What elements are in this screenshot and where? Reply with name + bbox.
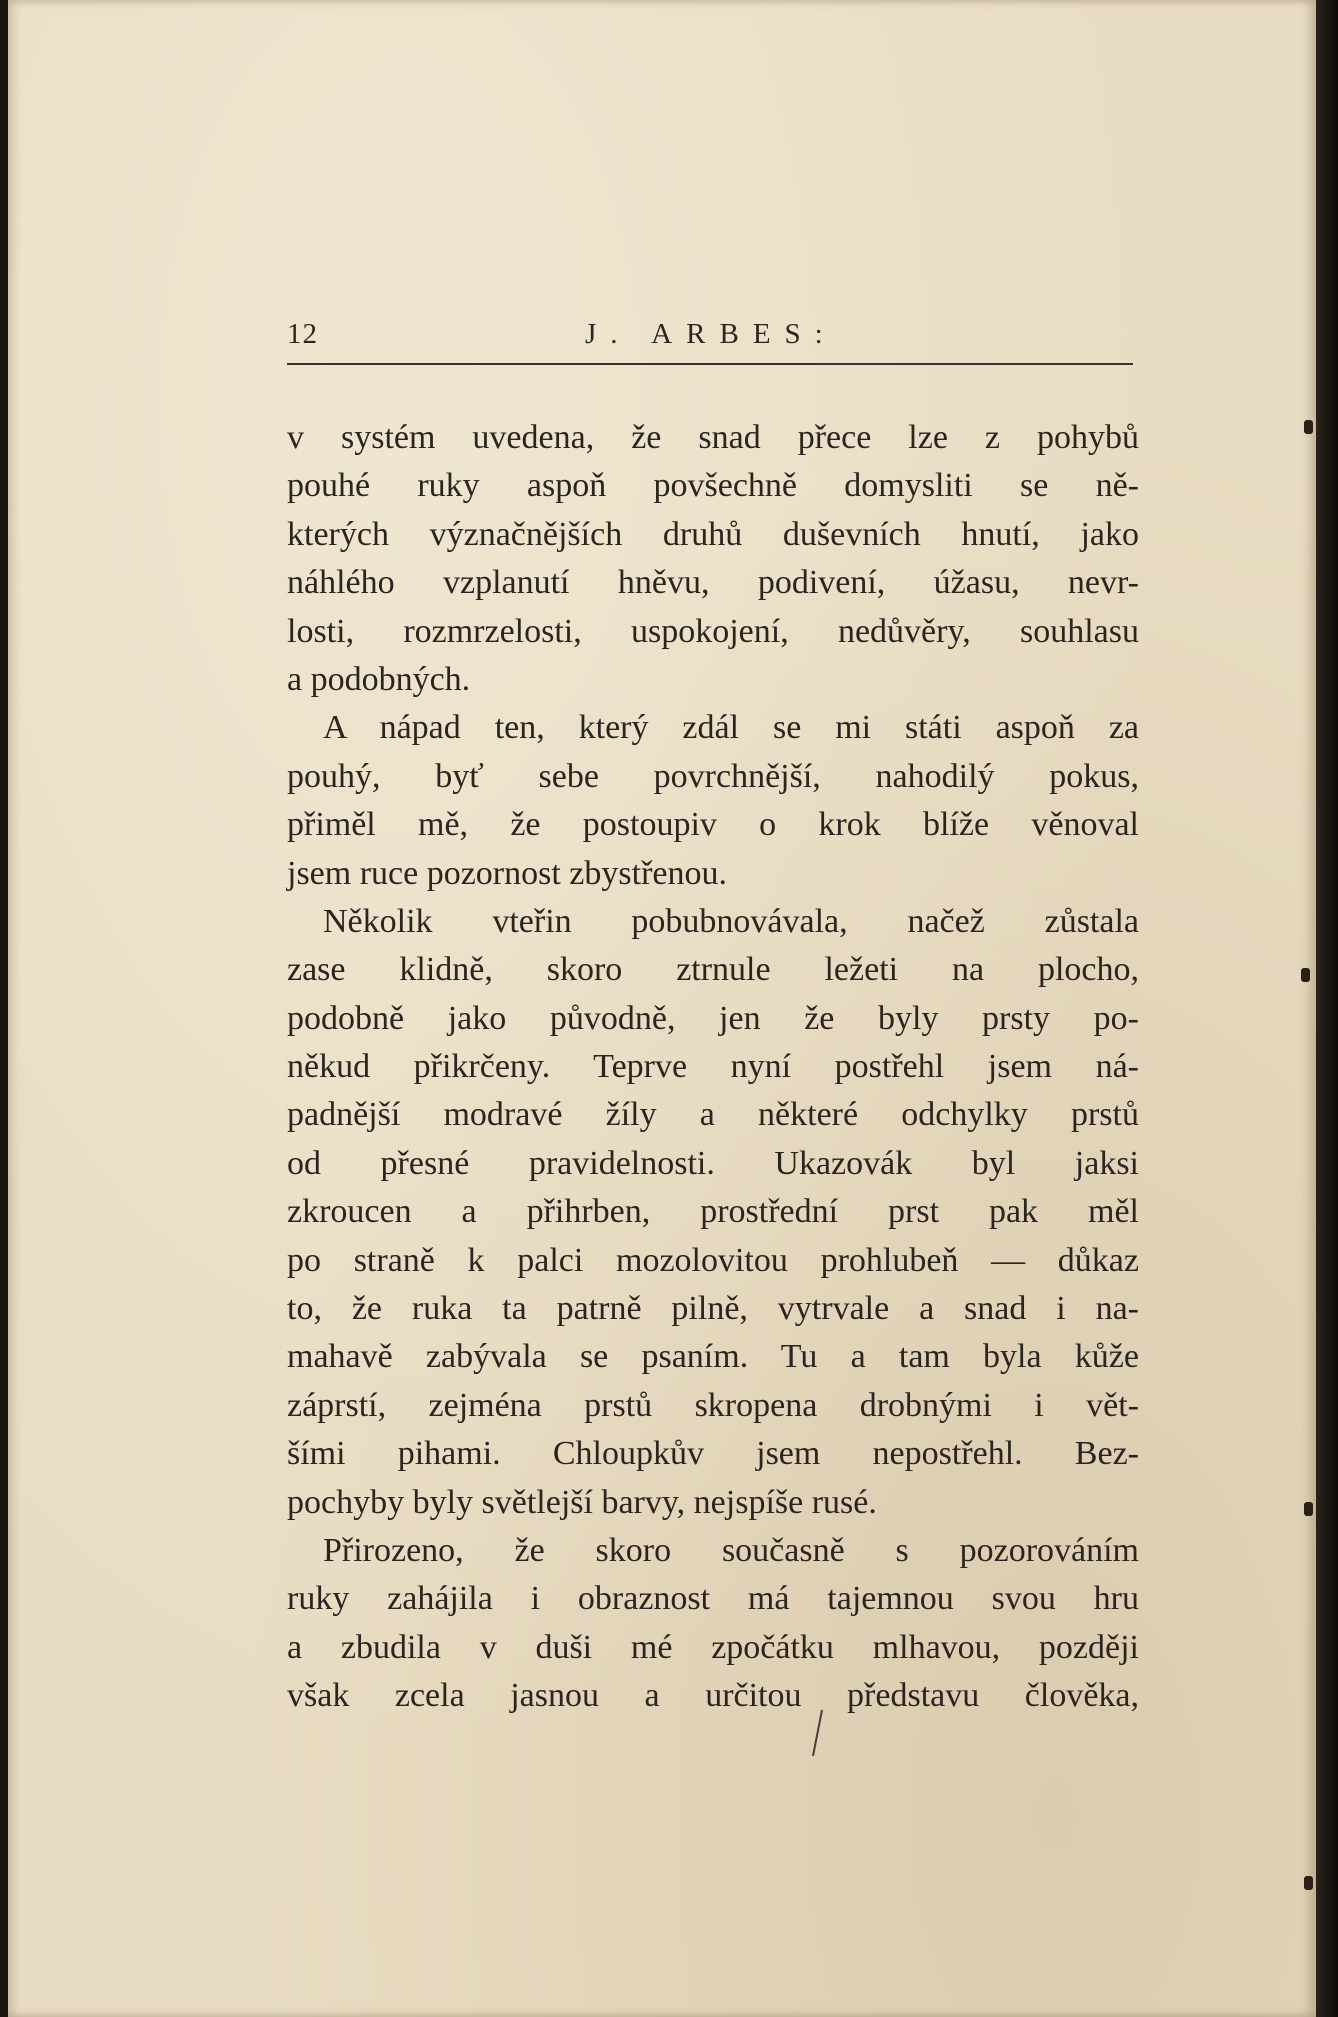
text-line: losti, rozmrzelosti, uspokojení, nedůvěry, souhlasu (287, 612, 1139, 650)
text-line: šími pihami. Chloupkův jsem nepostřehl. Bez- (287, 1435, 1139, 1473)
text-line: to, že ruka ta patrně pilně, vytrvale a snad i na- (287, 1290, 1139, 1328)
text-line: A nápad ten, který zdál se mi státi aspoň za (323, 709, 1139, 747)
text-line: po straně k palci mozolovitou prohlubeň — důkaz (287, 1241, 1139, 1279)
running-title: J. ARBES: (585, 318, 837, 350)
text-line: a zbudila v duši mé zpočátku mlhavou, později (287, 1628, 1139, 1666)
text-line: mahavě zabývala se psaním. Tu a tam byla kůže (287, 1338, 1139, 1376)
text-line: v systém uvedena, že snad přece lze z pohybů (287, 419, 1139, 456)
text-line: a podobných. (287, 660, 471, 698)
text-line: ruky zahájila i obraznost má tajemnou svou hru (287, 1580, 1139, 1618)
text-line: Přirozeno, že skoro současně s pozorováním (323, 1531, 1139, 1569)
margin-mark-icon (1301, 968, 1310, 982)
text-line: někud přikrčeny. Teprve nyní postřehl jsem ná- (287, 1048, 1139, 1086)
text-line: Několik vteřin pobubnovávala, načež zůstala (323, 902, 1139, 940)
text-line: padnější modravé žíly a některé odchylky prstů (287, 1096, 1139, 1134)
text-line: podobně jako původně, jen že byly prsty po- (287, 999, 1139, 1037)
body-text (287, 414, 1139, 1721)
text-line: od přesné pravidelnosti. Ukazovák byl jaksi (287, 1144, 1139, 1182)
header-rule (287, 363, 1133, 365)
text-line: pouhý, byť sebe povrchnější, nahodilý pokus, (287, 757, 1139, 795)
text-line: zkroucen a přihrben, prostřední prst pak měl (287, 1193, 1139, 1231)
page-edge (1316, 0, 1338, 2017)
book-page (8, 0, 1316, 2017)
running-header (287, 318, 1133, 364)
text-line: přiměl mě, že postoupiv o krok blíže věnoval (287, 806, 1139, 844)
text-line: pouhé ruky aspoň povšechně domysliti se ně- (287, 467, 1139, 505)
margin-mark-icon (1304, 1876, 1313, 1890)
page-number: 12 (287, 318, 318, 350)
text-line: zase klidně, skoro ztrnule ležeti na plocho, (287, 951, 1139, 989)
text-line: však zcela jasnou a určitou představu člověka, (287, 1677, 1139, 1715)
pencil-mark-icon (810, 1708, 824, 1758)
margin-mark-icon (1304, 1502, 1313, 1516)
text-line: náhlého vzplanutí hněvu, podivení, úžasu, nevr- (287, 564, 1139, 602)
text-line: záprstí, zejména prstů skropena drobnými i vět- (287, 1386, 1139, 1424)
text-line: pochyby byly světlejší barvy, nejspíše rusé. (287, 1483, 877, 1521)
margin-mark-icon (1304, 420, 1313, 434)
text-line: jsem ruce pozornost zbystřenou. (287, 854, 727, 892)
text-line: kterých význačnějších druhů duševních hnutí, jako (287, 515, 1139, 553)
